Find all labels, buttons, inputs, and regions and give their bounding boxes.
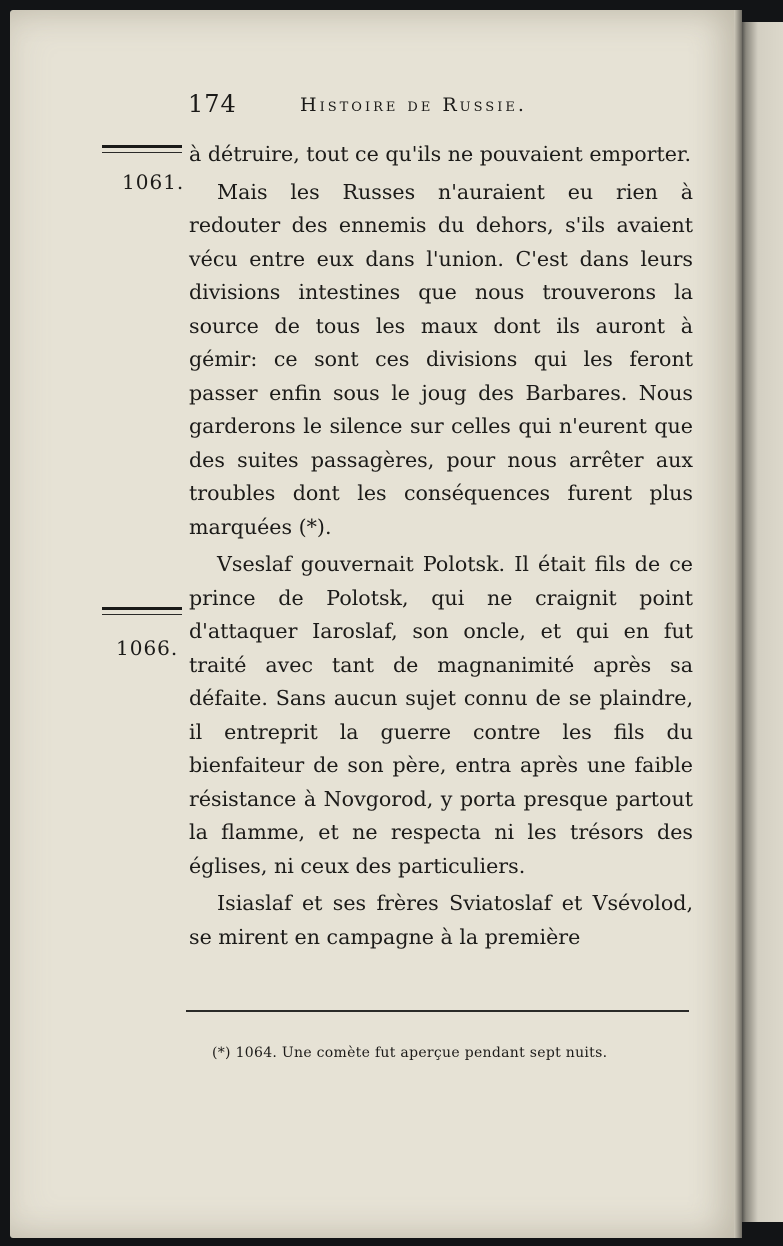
paragraph-1: à détruire, tout ce qu'ils ne pouvaient emporter.	[189, 142, 692, 166]
margin-year-1061: 1061.	[122, 170, 185, 194]
margin-year-1066: 1066.	[116, 636, 179, 660]
gutter-shadow	[734, 10, 742, 1238]
paragraph-4: Isiaslaf et ses frères Sviatoslaf et Vsévolod, se mirent en campagne à la première	[189, 891, 693, 949]
paragraph-3: Vseslaf gouvernait Polotsk. Il était fils de ce prince de Polotsk, qui ne craignit point d'attaquer Iaroslaf, son oncle, et qui en fut traité avec tant de magnanimité après sa défaite. Sans aucun sujet connu de se plaindre, il entreprit la guerre contre les fils du bienfaiteur de son père, entra après une faible résistance à Novgorod, y porta presque partout la flamme, et ne respecta ni les trésors des églises, ni ceux des particuliers.	[189, 552, 693, 878]
footnote-rule	[186, 1010, 689, 1012]
margin-rule-1066-thin	[102, 614, 182, 615]
running-head: Histoire de Russie.	[300, 94, 527, 116]
paragraph-2: Mais les Russes n'auraient eu rien à redouter des ennemis du dehors, s'ils avaient vécu entre eux dans l'union. C'est dans leurs divisions intestines que nous trouverons la source de tous les maux dont ils auront à gémir: ce sont ces divisions qui les feront passer enfin sous le joug des Barbares. Nous garderons le silence sur celles qui n'eurent que des suites passagères, pour nous arrêter aux troubles dont les conséquences furent plus marquées (*).	[189, 179, 693, 539]
page-number: 174	[188, 90, 237, 118]
margin-rule-1066	[102, 607, 182, 610]
footnote: (*) 1064. Une comète fut aperçue pendant sept nuits.	[212, 1045, 608, 1061]
facing-page-edge	[740, 22, 783, 1222]
margin-rule-1061-thin	[102, 152, 182, 153]
body-text	[189, 138, 693, 954]
margin-rule-1061	[102, 145, 182, 148]
